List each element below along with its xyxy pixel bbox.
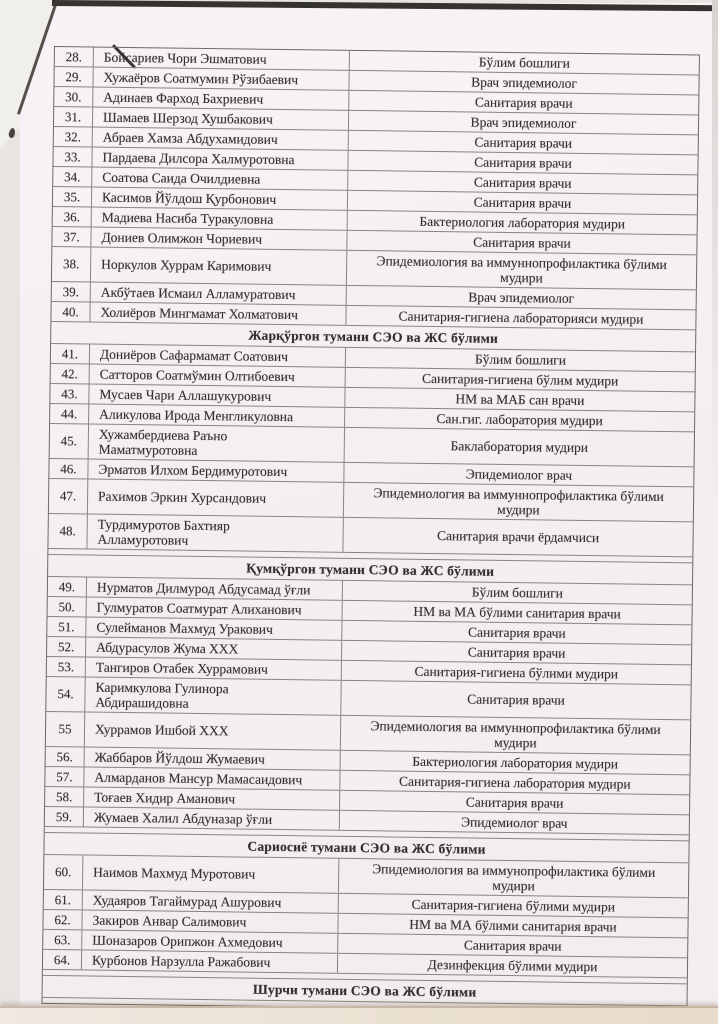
ink-mark (8, 127, 16, 138)
position-cell: Сан.гиг. лаборатория мудири (436, 410, 603, 428)
name-cell: Рахимов Эркин Хурсандович (88, 479, 344, 516)
name-cell: Закиров Анвар Салимович (82, 910, 338, 932)
name-cell: Шамаев Шерзод Хушбакович (93, 108, 349, 130)
scan-right-edge (712, 0, 718, 520)
row-number-cell: 58. (45, 787, 84, 807)
row-number-cell: 50. (48, 597, 87, 617)
row-number-cell: 42. (51, 364, 90, 384)
position-cell: НМ ва МА бўлими санитария врачи (413, 603, 621, 622)
position-cell: Санитария врачи (463, 937, 562, 954)
row-number-cell: 43. (50, 384, 89, 404)
name-cell: Абдурасулов Жума ХХХ (86, 637, 342, 659)
position-cell: Дезинфекция бўлими мудири (427, 956, 598, 974)
row-number-cell: 31. (54, 107, 93, 127)
position-cell: Санитария врачи (467, 624, 566, 641)
row-number-cell: 33. (53, 147, 92, 167)
position-cell: Санитария врачи ёрдамчиси (436, 528, 600, 546)
section-header: Сариосиё тумани СЭО ва ЖС бўлими (44, 832, 688, 862)
position-cell: Врач эпидемиолог (470, 114, 577, 131)
name-cell: Дониёров Сафармамат Соатович (90, 344, 346, 366)
position-cell: Эпидемиология ва иммуннопрофилактика бўлими мудири (376, 252, 667, 286)
position-cell: НМ ва МА бўлими санитария врачи (409, 916, 617, 935)
row-number-cell: 46. (49, 459, 88, 479)
name-cell: Тоғаев Хидир Аманович (84, 787, 340, 809)
position-cell: Бактериология лаборатория мудири (419, 213, 626, 232)
position-cell: Санитария-гигиена бўлими мудири (411, 896, 616, 915)
row-number-cell: 57. (45, 767, 84, 787)
name-cell: Адинаев Фарход Бахриевич (93, 88, 349, 110)
row-number-cell: 38. (52, 247, 91, 282)
name-cell: Холиёров Мингмамат Холматович (90, 303, 346, 325)
name-cell: Соатова Саида Очилдиевна (92, 168, 348, 190)
position-cell: Санитария-гигиена бўлими мудири (414, 663, 619, 682)
position-cell: Санитария врачи (474, 134, 573, 151)
position-cell: Эпидемиолог врач (461, 814, 568, 831)
name-cell: Мусаев Чари Аллашукурович (89, 384, 345, 406)
row-number-cell: 30. (54, 87, 93, 107)
name-cell: Хужамбердиева Раъно Маматмуротовна (89, 424, 345, 461)
position-cell: Эпидемиология ва иммунопрофилактика бўлими мудири (372, 860, 656, 894)
row-number-cell: 55 (46, 712, 85, 747)
position-cell: Санитария-гигиена бўлим мудири (421, 370, 619, 389)
staff-table-area (41, 46, 699, 1012)
row-number-cell: 41. (51, 344, 90, 364)
row-number-cell: 56. (46, 747, 85, 767)
name-cell: Хужаёров Соатмумин Рўзибаевич (93, 68, 349, 90)
row-number-cell: 61. (44, 890, 83, 910)
name-cell: Турдимуротов Бахтияр Алламуротович (87, 514, 343, 551)
row-number-cell: 62. (43, 910, 82, 930)
row-number-cell: 37. (52, 227, 91, 247)
name-cell: Худаяров Тагаймурад Ашурович (83, 890, 339, 912)
name-cell: Каримкулова Гулинора Абдирашидовна (85, 677, 341, 714)
name-cell: Абраев Хамза Абдухамидович (93, 128, 349, 150)
position-cell: Санитария врачи (474, 94, 573, 111)
row-number-cell: 32. (54, 127, 93, 147)
name-cell: Жаббаров Йўлдош Жумаевич (85, 747, 341, 769)
staff-table (41, 46, 699, 1012)
position-cell: Бактериология лаборатория мудири (412, 753, 619, 772)
name-cell: Хуррамов Ишбой ХХХ (85, 712, 341, 749)
name-cell: Бойсариев Чори Эшматович (94, 48, 350, 70)
name-cell: Жумаев Халил Абдуназар ўғли (84, 807, 340, 829)
section-header: Қумқўргон тумани СЭО ва ЖС бўлими (48, 554, 692, 584)
position-cell: Санитария врачи (473, 174, 572, 191)
scan-bottom-edge (0, 1006, 718, 1024)
row-number-cell: 39. (52, 282, 91, 302)
position-cell: Санитария врачи (473, 234, 571, 251)
row-number-cell: 49. (48, 577, 87, 597)
row-number-cell: 52. (47, 637, 86, 657)
name-cell: Гулмуратов Соатмурат Алиханович (87, 597, 343, 619)
position-cell: Санитария врачи (473, 194, 572, 211)
section-header: Шурчи тумани СЭО ва ЖС бўлими (43, 975, 687, 1005)
name-cell: Дониев Олимжон Чориевич (91, 228, 347, 250)
name-cell: Сатторов Соатмўмин Олтибоевич (90, 364, 346, 386)
row-number-cell: 34. (53, 167, 92, 187)
section-header: Жарқўргон тумани СЭО ва ЖС бўлими (51, 321, 695, 351)
row-number-cell: 60. (44, 855, 83, 890)
name-cell: Алмарданов Мансур Мамасаидович (84, 767, 340, 789)
name-cell: Норкулов Хуррам Каримович (91, 248, 347, 285)
row-number-cell: 51. (47, 617, 86, 637)
name-cell: Шоназаров Орипжон Ахмедович (82, 930, 338, 952)
row-number-cell: 29. (54, 67, 93, 87)
position-cell: Бўлим бошлиги (471, 584, 564, 601)
row-number-cell: 53. (47, 657, 86, 677)
position-cell: Санитария врачи (465, 794, 564, 811)
name-cell: Наимов Махмуд Муротович (83, 855, 339, 892)
row-number-cell: 44. (50, 404, 89, 424)
name-cell: Аликулова Ирода Менгликуловна (89, 404, 345, 426)
name-cell: Курбонов Нарзулла Ражабович (82, 950, 338, 972)
position-cell: Баклаборатория мудири (450, 438, 589, 456)
row-number-cell: 54. (46, 677, 85, 712)
name-cell: Нурматов Дилмурод Абдусамад ўғли (87, 577, 343, 599)
row-number-cell: 35. (53, 187, 92, 207)
position-cell: Эпидемиология ва иммуннопрофилактика бўлими мудири (370, 717, 661, 751)
position-cell: Врач эпидемиолог (471, 74, 578, 91)
position-cell: Эпидемиология ва иммуннопрофилактика бўлими мудири (373, 484, 664, 518)
position-cell: Санитария врачи (467, 644, 566, 661)
name-cell: Эрматов Илхом Бердимуротович (88, 459, 344, 481)
name-cell: Акбўтаев Исмаил Алламуратович (91, 283, 347, 305)
position-cell: Санитария-гигиена лаборатория мудири (399, 773, 631, 792)
name-cell: Пардаева Дилсора Халмуротовна (92, 148, 348, 170)
position-cell: Санитария врачи (467, 691, 565, 708)
row-number-cell: 36. (53, 207, 92, 227)
position-cell: Санитария врачи (474, 154, 572, 171)
position-cell: НМ ва МАБ сан врачи (455, 391, 585, 408)
position-cell: Бўлим бошлиги (478, 54, 570, 71)
row-number-cell: 45. (50, 424, 89, 459)
row-number-cell: 64. (43, 950, 82, 970)
name-cell: Тангиров Отабек Хуррамович (86, 657, 342, 679)
row-number-cell: 47. (49, 479, 88, 514)
row-number-cell: 28. (55, 47, 94, 67)
position-cell: Эпидемиолог врач (465, 466, 573, 483)
row-number-cell: 59. (45, 807, 84, 827)
row-number-cell: 63. (43, 930, 82, 950)
position-cell: Санитария-гигиена лабораторияси мудири (398, 308, 644, 327)
name-cell: Касимов Йўлдош Қурбонович (92, 188, 348, 210)
name-cell: Мадиева Насиба Туракуловна (92, 208, 348, 230)
position-cell: Врач эпидемиолог (468, 289, 575, 306)
row-number-cell: 48. (48, 514, 87, 549)
position-cell: Бўлим бошлиги (474, 351, 567, 368)
row-number-cell: 40. (51, 302, 90, 322)
name-cell: Сулейманов Махмуд Уракович (86, 617, 342, 639)
